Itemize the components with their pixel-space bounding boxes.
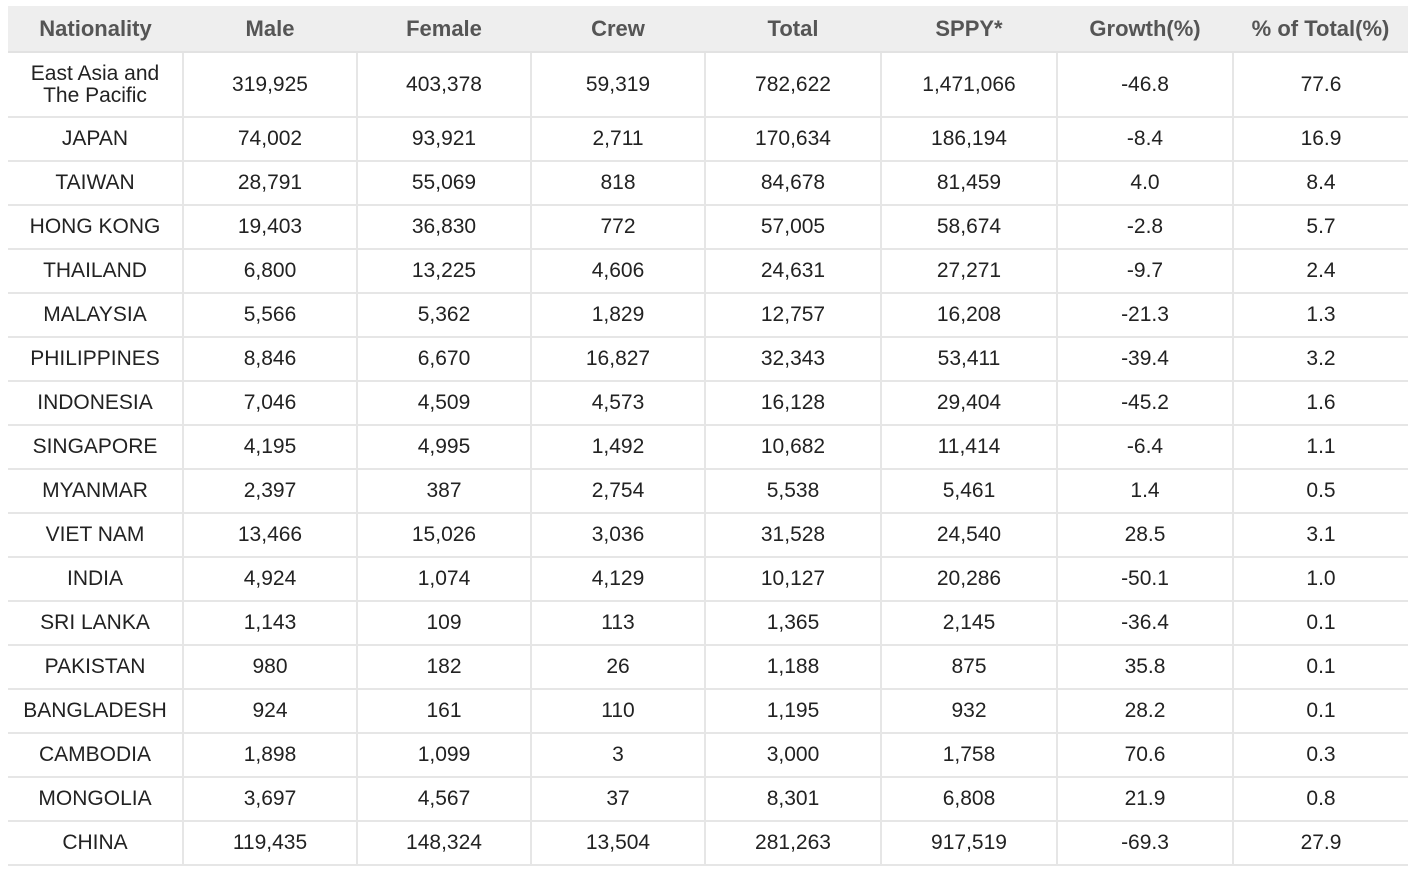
nationality-cell: INDIA xyxy=(8,557,183,601)
percent-cell: 0.1 xyxy=(1233,689,1408,733)
sppy-cell: 58,674 xyxy=(881,205,1057,249)
table-row xyxy=(8,425,1408,469)
nationality-cell: MALAYSIA xyxy=(8,293,183,337)
female-cell: 387 xyxy=(357,469,531,513)
header-nationality[interactable]: Nationality xyxy=(8,6,183,52)
table-row xyxy=(8,645,1408,689)
female-cell: 6,670 xyxy=(357,337,531,381)
percent-cell: 27.9 xyxy=(1233,821,1408,865)
nationality-cell: TAIWAN xyxy=(8,161,183,205)
crew-cell: 37 xyxy=(531,777,705,821)
total-cell: 3,000 xyxy=(705,733,881,777)
header-total[interactable]: Total xyxy=(705,6,881,52)
percent-cell: 5.7 xyxy=(1233,205,1408,249)
female-cell: 4,567 xyxy=(357,777,531,821)
crew-cell: 13,504 xyxy=(531,821,705,865)
male-cell: 74,002 xyxy=(183,117,357,161)
female-cell: 1,099 xyxy=(357,733,531,777)
crew-cell: 113 xyxy=(531,601,705,645)
growth-cell: -2.8 xyxy=(1057,205,1233,249)
percent-cell: 16.9 xyxy=(1233,117,1408,161)
table-row xyxy=(8,293,1408,337)
sppy-cell: 2,145 xyxy=(881,601,1057,645)
male-cell: 4,195 xyxy=(183,425,357,469)
growth-cell: -8.4 xyxy=(1057,117,1233,161)
nationality-cell: SINGAPORE xyxy=(8,425,183,469)
total-cell: 31,528 xyxy=(705,513,881,557)
female-cell: 161 xyxy=(357,689,531,733)
female-cell: 1,074 xyxy=(357,557,531,601)
crew-cell: 4,573 xyxy=(531,381,705,425)
header-sppy[interactable]: SPPY* xyxy=(881,6,1057,52)
table-container xyxy=(8,6,1408,866)
growth-cell: 4.0 xyxy=(1057,161,1233,205)
total-cell: 16,128 xyxy=(705,381,881,425)
growth-cell: -45.2 xyxy=(1057,381,1233,425)
sppy-cell: 186,194 xyxy=(881,117,1057,161)
region-female-cell: 403,378 xyxy=(357,52,531,117)
table-row xyxy=(8,733,1408,777)
sppy-cell: 24,540 xyxy=(881,513,1057,557)
growth-cell: -9.7 xyxy=(1057,249,1233,293)
growth-cell: -39.4 xyxy=(1057,337,1233,381)
female-cell: 148,324 xyxy=(357,821,531,865)
male-cell: 4,924 xyxy=(183,557,357,601)
region-name-cell xyxy=(8,52,183,117)
header-growth[interactable]: Growth(%) xyxy=(1057,6,1233,52)
female-cell: 93,921 xyxy=(357,117,531,161)
percent-cell: 0.8 xyxy=(1233,777,1408,821)
crew-cell: 1,492 xyxy=(531,425,705,469)
total-cell: 281,263 xyxy=(705,821,881,865)
nationality-cell: PHILIPPINES xyxy=(8,337,183,381)
sppy-cell: 53,411 xyxy=(881,337,1057,381)
region-crew-cell: 59,319 xyxy=(531,52,705,117)
female-cell: 13,225 xyxy=(357,249,531,293)
table-row xyxy=(8,337,1408,381)
growth-cell: -69.3 xyxy=(1057,821,1233,865)
total-cell: 8,301 xyxy=(705,777,881,821)
sppy-cell: 11,414 xyxy=(881,425,1057,469)
total-cell: 84,678 xyxy=(705,161,881,205)
table-row xyxy=(8,469,1408,513)
region-name-line1: East Asia and xyxy=(30,61,160,85)
sppy-cell: 5,461 xyxy=(881,469,1057,513)
header-crew[interactable]: Crew xyxy=(531,6,705,52)
nationality-cell: BANGLADESH xyxy=(8,689,183,733)
nationality-cell: SRI LANKA xyxy=(8,601,183,645)
crew-cell: 818 xyxy=(531,161,705,205)
male-cell: 7,046 xyxy=(183,381,357,425)
region-total-cell: 782,622 xyxy=(705,52,881,117)
table-header-row xyxy=(8,6,1408,52)
total-cell: 24,631 xyxy=(705,249,881,293)
total-cell: 1,195 xyxy=(705,689,881,733)
sppy-cell: 16,208 xyxy=(881,293,1057,337)
nationality-cell: JAPAN xyxy=(8,117,183,161)
male-cell: 13,466 xyxy=(183,513,357,557)
growth-cell: -6.4 xyxy=(1057,425,1233,469)
nationality-cell: CAMBODIA xyxy=(8,733,183,777)
table-row xyxy=(8,161,1408,205)
percent-cell: 0.1 xyxy=(1233,645,1408,689)
male-cell: 6,800 xyxy=(183,249,357,293)
percent-cell: 0.1 xyxy=(1233,601,1408,645)
table-row xyxy=(8,381,1408,425)
male-cell: 1,898 xyxy=(183,733,357,777)
growth-cell: 28.2 xyxy=(1057,689,1233,733)
nationality-cell: THAILAND xyxy=(8,249,183,293)
total-cell: 10,127 xyxy=(705,557,881,601)
crew-cell: 26 xyxy=(531,645,705,689)
female-cell: 55,069 xyxy=(357,161,531,205)
sppy-cell: 917,519 xyxy=(881,821,1057,865)
percent-cell: 8.4 xyxy=(1233,161,1408,205)
nationality-cell: MYANMAR xyxy=(8,469,183,513)
sppy-cell: 1,758 xyxy=(881,733,1057,777)
region-name-line2: The Pacific xyxy=(43,83,147,107)
crew-cell: 16,827 xyxy=(531,337,705,381)
sppy-cell: 875 xyxy=(881,645,1057,689)
crew-cell: 772 xyxy=(531,205,705,249)
region-percent-cell: 77.6 xyxy=(1233,52,1408,117)
growth-cell: -36.4 xyxy=(1057,601,1233,645)
male-cell: 3,697 xyxy=(183,777,357,821)
region-male-cell: 319,925 xyxy=(183,52,357,117)
growth-cell: -21.3 xyxy=(1057,293,1233,337)
male-cell: 1,143 xyxy=(183,601,357,645)
crew-cell: 3,036 xyxy=(531,513,705,557)
percent-cell: 3.1 xyxy=(1233,513,1408,557)
crew-cell: 1,829 xyxy=(531,293,705,337)
sppy-cell: 6,808 xyxy=(881,777,1057,821)
region-row xyxy=(8,52,1408,117)
table-row xyxy=(8,601,1408,645)
sppy-cell: 29,404 xyxy=(881,381,1057,425)
sppy-cell: 20,286 xyxy=(881,557,1057,601)
male-cell: 19,403 xyxy=(183,205,357,249)
total-cell: 170,634 xyxy=(705,117,881,161)
crew-cell: 4,129 xyxy=(531,557,705,601)
sppy-cell: 27,271 xyxy=(881,249,1057,293)
table-row xyxy=(8,249,1408,293)
table-row xyxy=(8,777,1408,821)
growth-cell: 28.5 xyxy=(1057,513,1233,557)
crew-cell: 4,606 xyxy=(531,249,705,293)
male-cell: 8,846 xyxy=(183,337,357,381)
sppy-cell: 81,459 xyxy=(881,161,1057,205)
female-cell: 109 xyxy=(357,601,531,645)
crew-cell: 3 xyxy=(531,733,705,777)
female-cell: 5,362 xyxy=(357,293,531,337)
visitor-statistics-table xyxy=(8,6,1408,866)
growth-cell: 70.6 xyxy=(1057,733,1233,777)
table-row xyxy=(8,557,1408,601)
percent-cell: 0.3 xyxy=(1233,733,1408,777)
total-cell: 1,365 xyxy=(705,601,881,645)
growth-cell: 21.9 xyxy=(1057,777,1233,821)
total-cell: 10,682 xyxy=(705,425,881,469)
sppy-cell: 932 xyxy=(881,689,1057,733)
female-cell: 4,995 xyxy=(357,425,531,469)
percent-cell: 1.1 xyxy=(1233,425,1408,469)
total-cell: 32,343 xyxy=(705,337,881,381)
growth-cell: -50.1 xyxy=(1057,557,1233,601)
female-cell: 4,509 xyxy=(357,381,531,425)
female-cell: 182 xyxy=(357,645,531,689)
male-cell: 980 xyxy=(183,645,357,689)
total-cell: 5,538 xyxy=(705,469,881,513)
percent-cell: 3.2 xyxy=(1233,337,1408,381)
growth-cell: 1.4 xyxy=(1057,469,1233,513)
nationality-cell: HONG KONG xyxy=(8,205,183,249)
crew-cell: 2,754 xyxy=(531,469,705,513)
male-cell: 28,791 xyxy=(183,161,357,205)
growth-cell: 35.8 xyxy=(1057,645,1233,689)
percent-cell: 1.6 xyxy=(1233,381,1408,425)
total-cell: 1,188 xyxy=(705,645,881,689)
table-row xyxy=(8,513,1408,557)
header-female[interactable]: Female xyxy=(357,6,531,52)
region-growth-cell: -46.8 xyxy=(1057,52,1233,117)
percent-cell: 0.5 xyxy=(1233,469,1408,513)
total-cell: 57,005 xyxy=(705,205,881,249)
crew-cell: 110 xyxy=(531,689,705,733)
male-cell: 5,566 xyxy=(183,293,357,337)
crew-cell: 2,711 xyxy=(531,117,705,161)
table-row xyxy=(8,117,1408,161)
table-row xyxy=(8,821,1408,865)
nationality-cell: PAKISTAN xyxy=(8,645,183,689)
male-cell: 119,435 xyxy=(183,821,357,865)
region-sppy-cell: 1,471,066 xyxy=(881,52,1057,117)
table-row xyxy=(8,205,1408,249)
percent-cell: 1.0 xyxy=(1233,557,1408,601)
male-cell: 2,397 xyxy=(183,469,357,513)
nationality-cell: VIET NAM xyxy=(8,513,183,557)
header-percent-of-total[interactable]: % of Total(%) xyxy=(1233,6,1408,52)
nationality-cell: INDONESIA xyxy=(8,381,183,425)
header-male[interactable]: Male xyxy=(183,6,357,52)
nationality-cell: MONGOLIA xyxy=(8,777,183,821)
female-cell: 15,026 xyxy=(357,513,531,557)
nationality-cell: CHINA xyxy=(8,821,183,865)
percent-cell: 1.3 xyxy=(1233,293,1408,337)
female-cell: 36,830 xyxy=(357,205,531,249)
male-cell: 924 xyxy=(183,689,357,733)
table-row xyxy=(8,689,1408,733)
percent-cell: 2.4 xyxy=(1233,249,1408,293)
total-cell: 12,757 xyxy=(705,293,881,337)
